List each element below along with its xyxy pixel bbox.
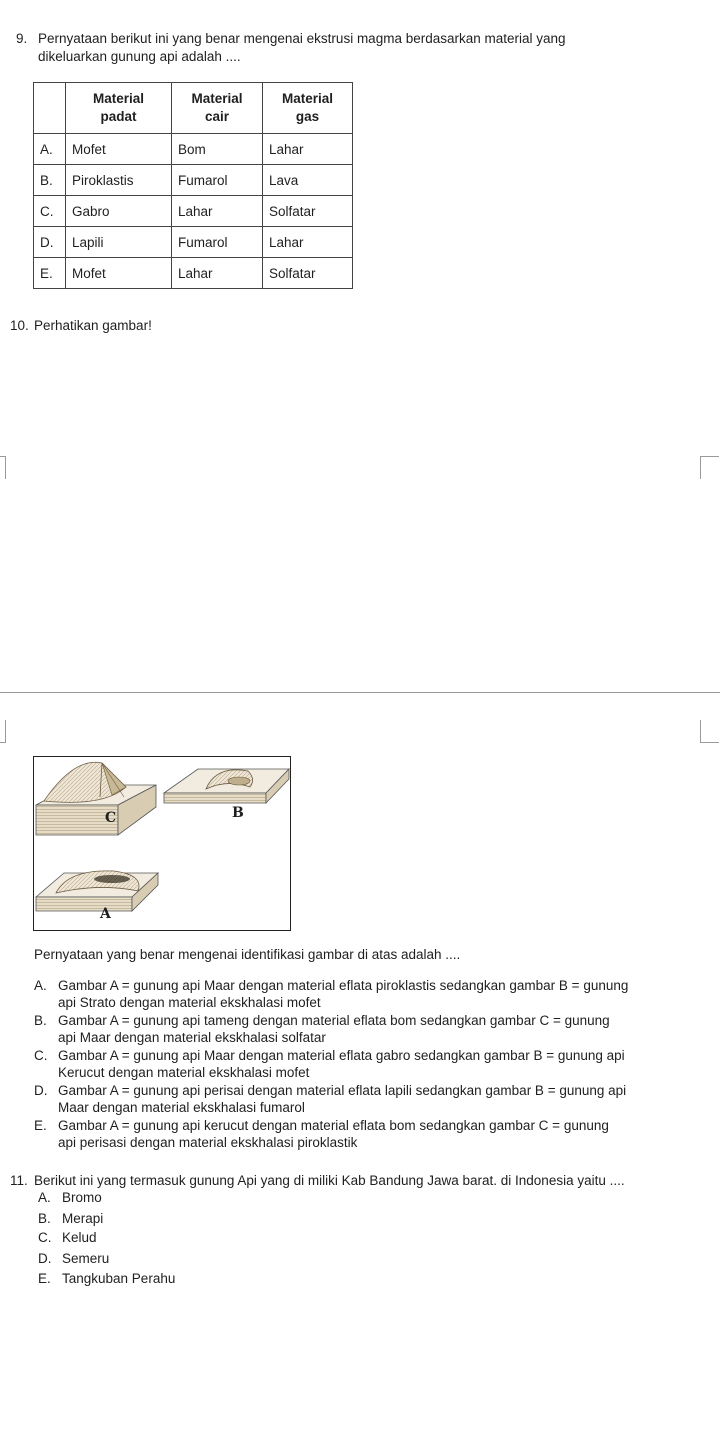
option-letter: D.	[38, 1251, 52, 1266]
cell-gas: Lava	[263, 165, 353, 196]
q10-question: Pernyataan yang benar mengenai identifikasi gambar di atas adalah ....	[34, 947, 461, 962]
q11-number: 11.	[10, 1173, 28, 1188]
q10-prompt: Perhatikan gambar!	[34, 318, 152, 333]
cell-gas: Solfatar	[263, 196, 353, 227]
cell-padat: Piroklastis	[66, 165, 172, 196]
header-material-padat: Material padat	[66, 83, 172, 134]
option-text: Gambar A = gunung api tameng dengan material eflata bom sedangkan gambar C = gunung	[58, 1013, 610, 1028]
cell-cair: Lahar	[172, 258, 263, 289]
q11-option-d[interactable]	[38, 1250, 109, 1267]
option-text: Semeru	[62, 1251, 110, 1266]
cell-cair: Lahar	[172, 196, 263, 227]
table-row	[34, 227, 353, 258]
material-table	[33, 82, 353, 289]
q10-option-d-cont: Maar dengan material ekskhalasi fumarol	[58, 1100, 305, 1115]
table-row	[34, 258, 353, 289]
page-break-corner-top-left	[0, 456, 6, 479]
header-material-cair: Material cair	[172, 83, 263, 134]
option-text: Merapi	[62, 1211, 104, 1226]
option-text: Gambar A = gunung api Maar dengan material eflata gabro sedangkan gambar B = gunung api	[58, 1048, 625, 1063]
q10-option-d[interactable]	[34, 1082, 626, 1099]
figure-label-b: B	[232, 805, 244, 821]
option-text: Gambar A = gunung api perisai dengan material eflata lapili sedangkan gambar B = gunung api	[58, 1083, 627, 1098]
option-letter: B.	[38, 1211, 51, 1226]
cell-gas: Solfatar	[263, 258, 353, 289]
q10-option-a-cont: api Strato dengan material ekskhalasi mofet	[58, 995, 321, 1010]
cell-padat: Lapili	[66, 227, 172, 258]
volcano-b-illustration	[164, 769, 289, 803]
option-letter: C.	[34, 196, 66, 227]
option-letter: B.	[34, 165, 66, 196]
option-letter: D.	[34, 227, 66, 258]
q9-text-line1: Pernyataan berikut ini yang benar mengenai ekstrusi magma berdasarkan material yang	[38, 31, 566, 46]
header-option-cell	[34, 83, 66, 134]
cell-gas: Lahar	[263, 134, 353, 165]
volcano-illustrations	[34, 757, 290, 930]
q10-option-c-cont: Kerucut dengan material ekskhalasi mofet	[58, 1065, 310, 1080]
cell-cair: Fumarol	[172, 165, 263, 196]
option-letter: B.	[34, 1013, 47, 1028]
q10-option-e[interactable]	[34, 1117, 609, 1134]
option-letter: A.	[34, 978, 47, 993]
option-letter: C.	[38, 1230, 52, 1245]
option-text: Kelud	[62, 1230, 97, 1245]
q10-option-b-cont: api Maar dengan material ekskhalasi solfatar	[58, 1030, 326, 1045]
cell-cair: Bom	[172, 134, 263, 165]
q11-question: Berikut ini yang termasuk gunung Api yang di miliki Kab Bandung Jawa barat. di Indonesia yaitu ....	[34, 1173, 625, 1188]
page-break-divider	[0, 692, 720, 693]
cell-padat: Mofet	[66, 134, 172, 165]
option-letter: D.	[34, 1083, 48, 1098]
option-text: Tangkuban Perahu	[62, 1271, 176, 1286]
q10-option-b[interactable]	[34, 1012, 610, 1029]
option-text: Gambar A = gunung api kerucut dengan material eflata bom sedangkan gambar C = gunung	[58, 1118, 609, 1133]
cell-gas: Lahar	[263, 227, 353, 258]
q9-text-line2: dikeluarkan gunung api adalah ....	[38, 49, 241, 64]
q10-option-c[interactable]	[34, 1047, 625, 1064]
option-text: Gambar A = gunung api Maar dengan material eflata piroklastis sedangkan gambar B = gunung	[58, 978, 629, 993]
q11-option-b[interactable]	[38, 1210, 103, 1227]
cell-padat: Gabro	[66, 196, 172, 227]
volcano-figure	[33, 756, 291, 931]
option-text: Bromo	[62, 1190, 102, 1205]
figure-label-c: C	[105, 810, 117, 826]
q11-option-c[interactable]	[38, 1229, 97, 1246]
option-letter: E.	[34, 1118, 47, 1133]
figure-label-a: A	[100, 906, 111, 922]
table-header-row	[34, 83, 353, 134]
option-letter: A.	[38, 1190, 51, 1205]
q11-option-a[interactable]	[38, 1189, 102, 1206]
table-row	[34, 165, 353, 196]
q10-number: 10.	[10, 318, 29, 333]
q10-option-e-cont: api perisasi dengan material ekskhalasi piroklastik	[58, 1135, 358, 1150]
table-row	[34, 196, 353, 227]
q9-number: 9.	[16, 31, 28, 46]
volcano-a-illustration	[36, 871, 158, 911]
table-row	[34, 134, 353, 165]
option-letter: E.	[34, 258, 66, 289]
header-material-gas: Material gas	[263, 83, 353, 134]
option-letter: C.	[34, 1048, 48, 1063]
q10-option-a[interactable]	[34, 977, 628, 994]
page-break-corner-bottom-right	[700, 720, 719, 743]
cell-cair: Fumarol	[172, 227, 263, 258]
option-letter: A.	[34, 134, 66, 165]
q11-option-e[interactable]	[38, 1270, 175, 1287]
page-break-corner-bottom-left	[0, 720, 6, 743]
volcano-c-illustration	[36, 762, 156, 835]
cell-padat: Mofet	[66, 258, 172, 289]
option-letter: E.	[38, 1271, 51, 1286]
page-break-corner-top-right	[700, 456, 719, 479]
